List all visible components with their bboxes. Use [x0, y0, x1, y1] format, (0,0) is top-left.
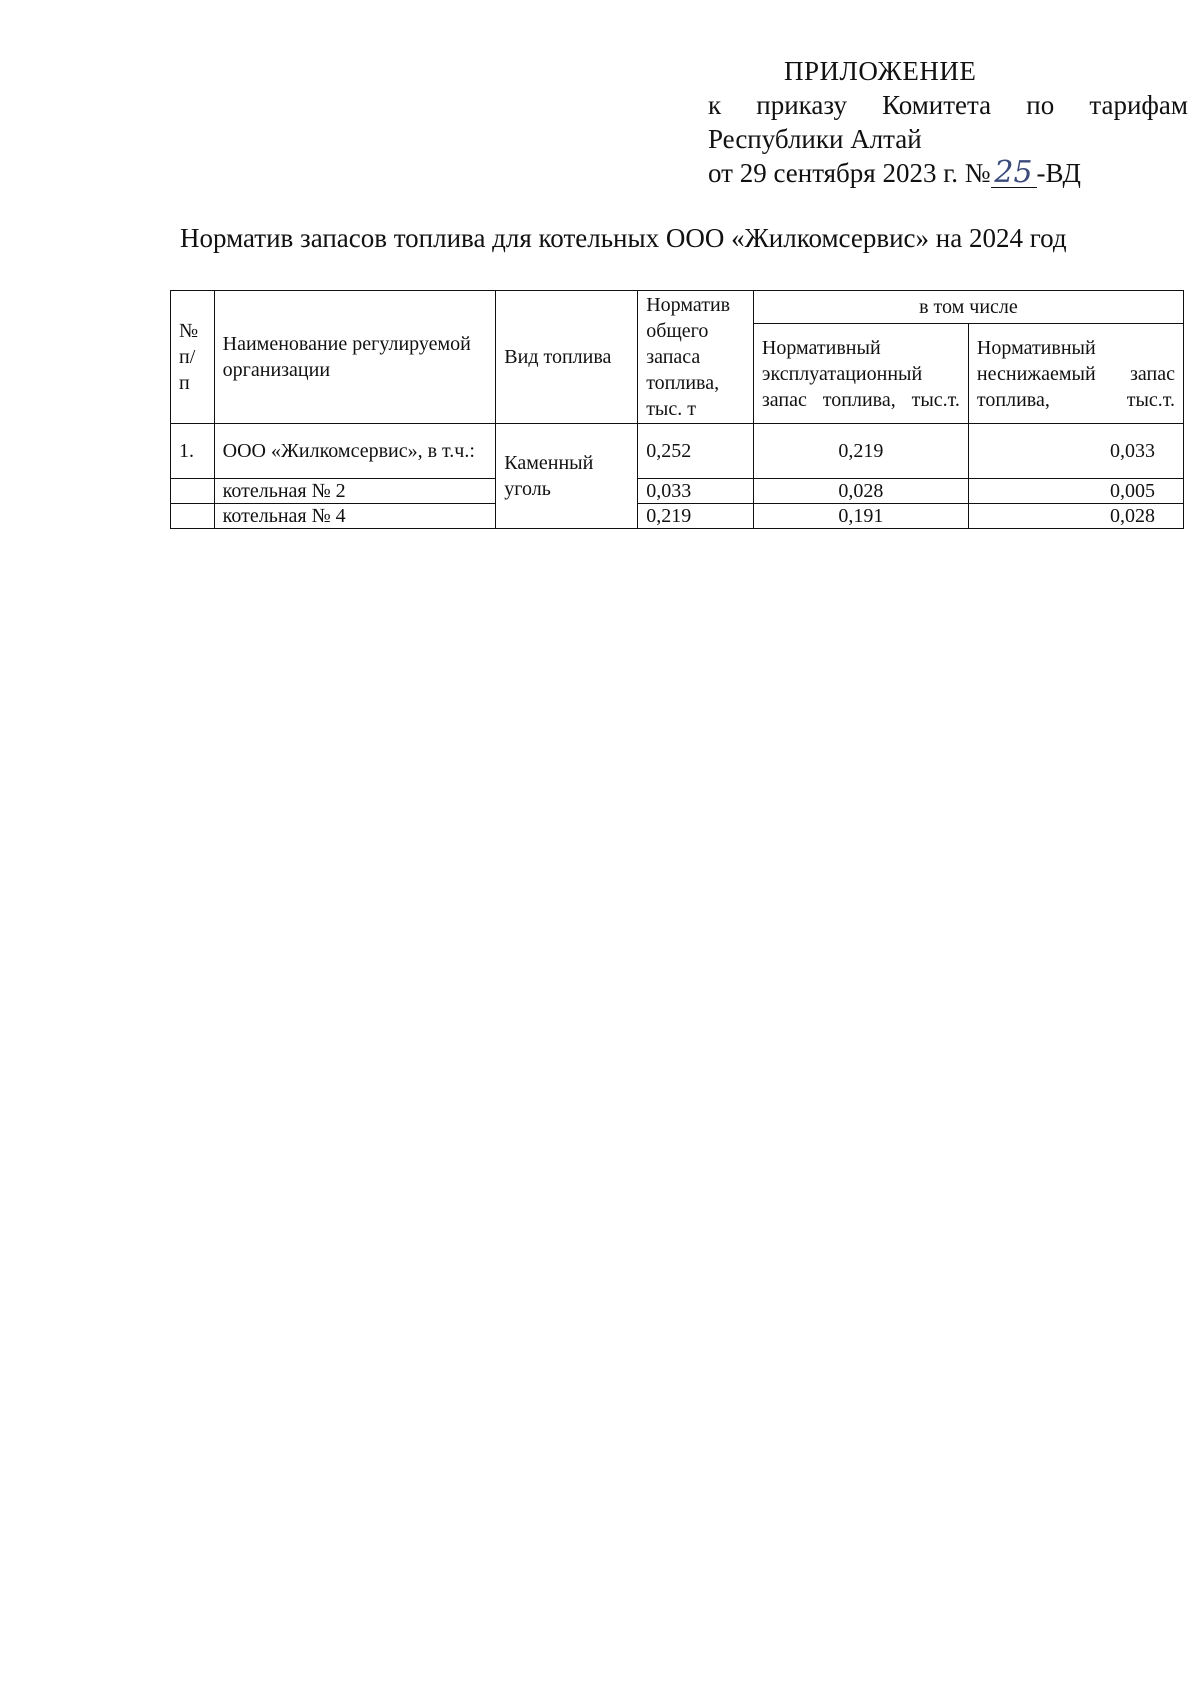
row-minimum: 0,005: [968, 479, 1183, 504]
appendix-order-reference: к приказу Комитета по тарифам: [708, 90, 1188, 120]
header-total-reserve: Норматив общего запаса топлива, тыс. т: [638, 291, 754, 424]
appendix-committee-region: Республики Алтай: [708, 124, 922, 154]
row-operational: 0,219: [753, 424, 968, 479]
appendix-date-line: [708, 156, 1188, 190]
row-num: 1.: [171, 424, 215, 479]
header-including: в том числе: [753, 291, 1183, 324]
row-fuel-type: Каменный уголь: [496, 424, 638, 529]
appendix-title: ПРИЛОЖЕНИЕ: [784, 56, 977, 86]
fuel-reserve-table: [170, 290, 1184, 529]
document-title: Норматив запасов топлива для котельных ООО «Жилкомсервис» на 2024 год: [180, 223, 1067, 253]
header-operational-reserve: Нормативный эксплуатационный запас топлива, тыс.т.: [753, 324, 968, 424]
header-fuel-type: Вид топлива: [496, 291, 638, 424]
header-organization: Наименование регулируемой организации: [214, 291, 496, 424]
row-operational: 0,191: [753, 504, 968, 529]
table-row: [171, 479, 1184, 504]
row-organization: котельная № 2: [214, 479, 496, 504]
row-minimum: 0,028: [968, 504, 1183, 529]
row-organization: котельная № 4: [214, 504, 496, 529]
row-total: 0,219: [638, 504, 754, 529]
appendix-header: [708, 54, 1188, 190]
table-row: [171, 424, 1184, 479]
row-num: [171, 504, 215, 529]
header-num: № п/п: [171, 291, 215, 424]
row-total: 0,033: [638, 479, 754, 504]
row-organization: ООО «Жилкомсервис», в т.ч.:: [214, 424, 496, 479]
row-total: 0,252: [638, 424, 754, 479]
row-operational: 0,028: [753, 479, 968, 504]
order-suffix: -ВД: [1036, 158, 1081, 188]
appendix-date: от 29 сентября 2023 г. №: [708, 158, 991, 188]
table-row: [171, 504, 1184, 529]
row-minimum: 0,033: [968, 424, 1183, 479]
row-num: [171, 479, 215, 504]
order-number-handwritten: 25: [991, 159, 1037, 188]
header-minimum-reserve: Нормативный неснижаемый запас топлива, тыс.т.: [968, 324, 1183, 424]
